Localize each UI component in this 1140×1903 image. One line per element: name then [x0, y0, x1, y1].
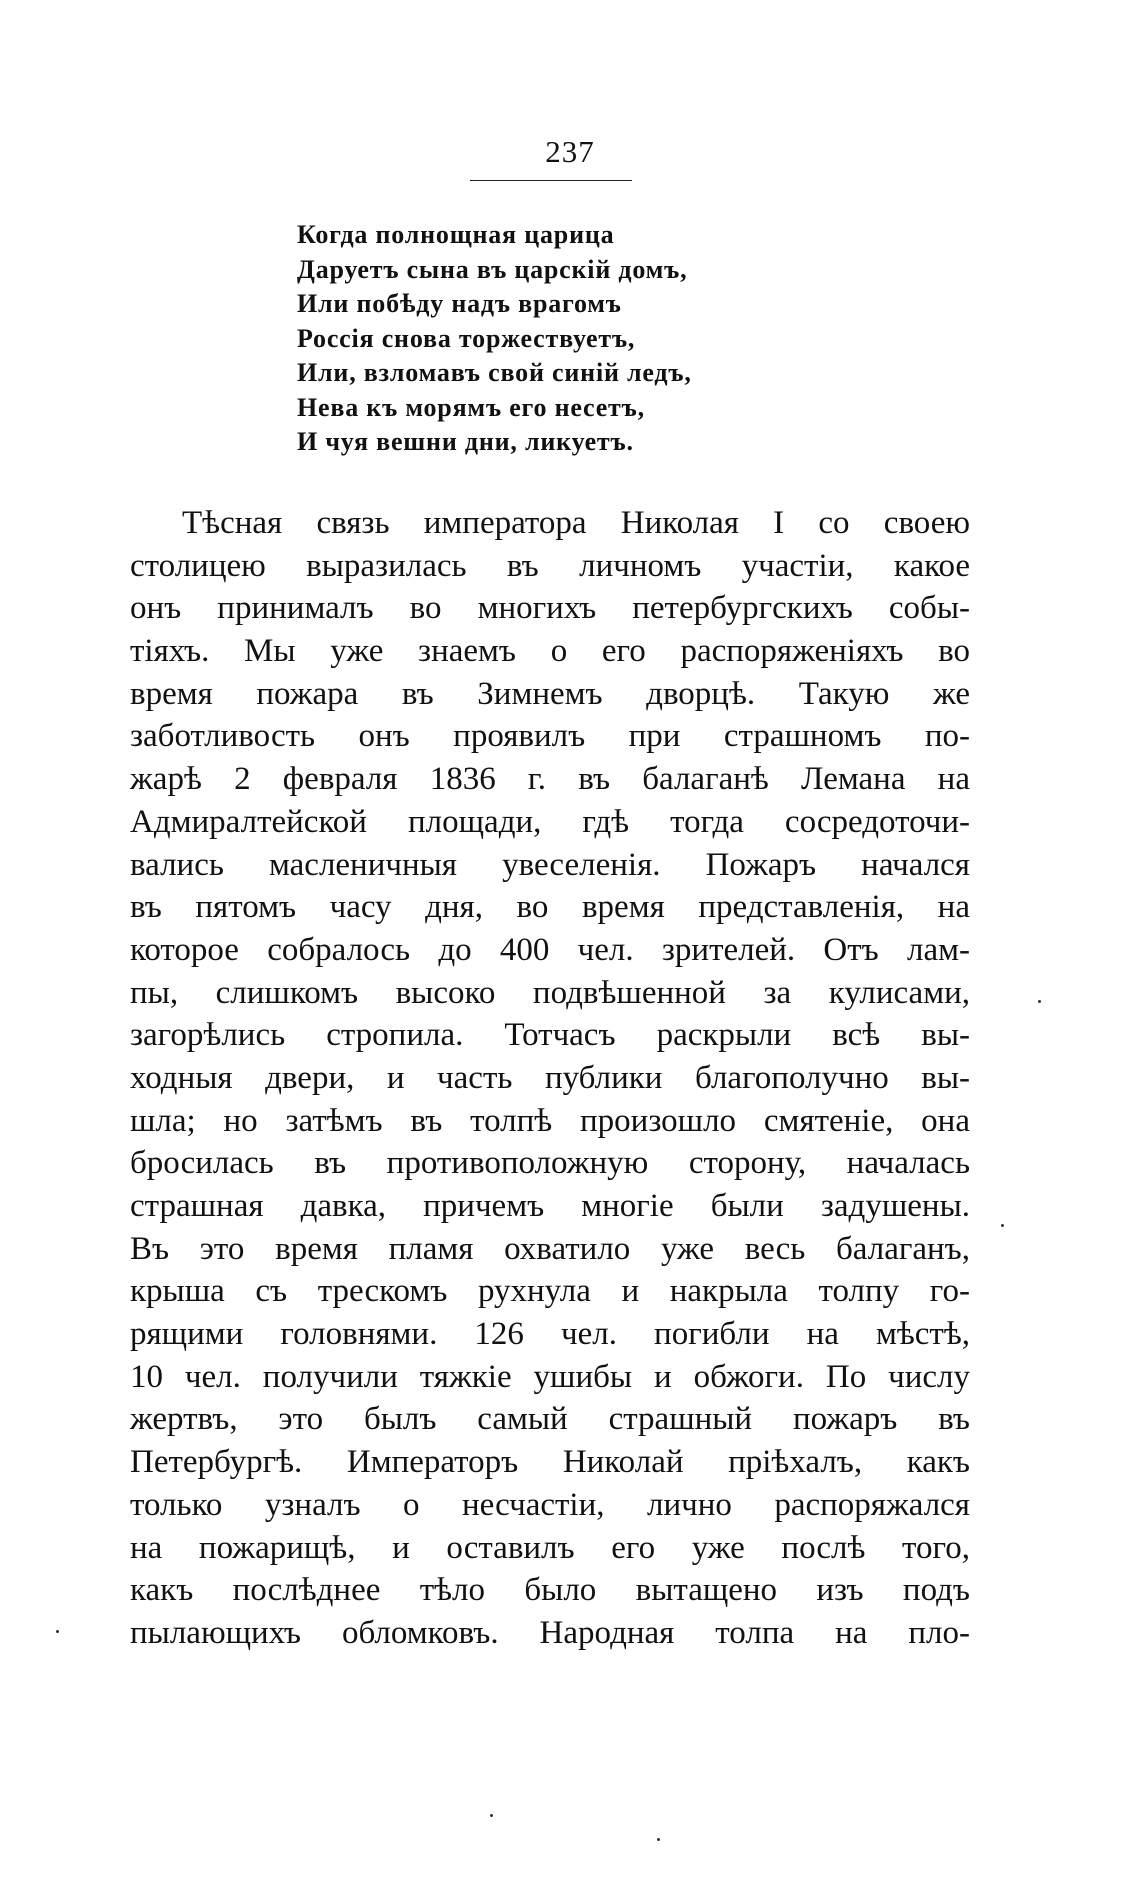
- verse-line: И чуя вешни дни, ликуетъ.: [297, 427, 634, 456]
- prose-line: онъ принималъ во многихъ петербургскихъ собы-: [130, 590, 970, 627]
- prose-line: загорѣлись стропила. Тотчасъ раскрыли всѣ вы-: [130, 1017, 970, 1054]
- verse-block: [297, 218, 897, 460]
- prose-line: бросилась въ противоположную сторону, началась: [130, 1145, 970, 1182]
- prose-line: 10 чел. получили тяжкіе ушибы и обжоги. По числу: [130, 1358, 970, 1395]
- verse-line: Даруетъ сына въ царскій домъ,: [297, 254, 688, 284]
- prose-line: которое собралось до 400 чел. зрителей. Отъ лам-: [130, 931, 970, 968]
- prose-line: вались масленичныя увеселенія. Пожаръ начался: [130, 846, 970, 883]
- scan-speck: [1001, 1224, 1004, 1227]
- verse-line: Или побѣду надъ врагомъ: [297, 289, 622, 318]
- prose-line: шла; но затѣмъ въ толпѣ произошло смятеніе, она: [130, 1102, 970, 1139]
- scan-speck: [56, 1630, 59, 1633]
- scan-speck: [657, 1838, 660, 1841]
- prose-line: Петербургѣ. Императоръ Николай пріѣхалъ, какъ: [130, 1444, 970, 1481]
- verse-line: Или, взломавъ свой синій ледъ,: [297, 358, 692, 387]
- scan-speck: [490, 1814, 493, 1817]
- prose-line: время пожара въ Зимнемъ дворцѣ. Такую же: [130, 675, 970, 712]
- prose-line: на пожарищѣ, и оставилъ его уже послѣ того,: [130, 1529, 970, 1566]
- prose-line: крыша съ трескомъ рухнула и накрыла толпу го-: [130, 1273, 970, 1310]
- prose-line: тіяхъ. Мы уже знаемъ о его распоряженіяхъ во: [130, 633, 970, 670]
- prose-line: пы, слишкомъ высоко подвѣшенной за кулисами,: [130, 974, 970, 1011]
- scan-speck: [1038, 1000, 1041, 1003]
- prose-line: страшная давка, причемъ многіе были задушены.: [130, 1188, 970, 1224]
- prose-line: Въ это время пламя охватило уже весь балаганъ,: [130, 1230, 970, 1267]
- prose-line: жертвъ, это былъ самый страшный пожаръ въ: [130, 1401, 970, 1438]
- prose-line: въ пятомъ часу дня, во время представленія, на: [130, 889, 970, 926]
- verse-line: Россія снова торжествуетъ,: [297, 323, 636, 353]
- header-rule: [470, 180, 632, 181]
- prose-line: жарѣ 2 февраля 1836 г. въ балаганѣ Лемана на: [130, 761, 970, 798]
- prose-line: ходныя двери, и часть публики благополучно вы-: [130, 1059, 970, 1096]
- prose-line: рящими головнями. 126 чел. погибли на мѣстѣ,: [130, 1316, 970, 1353]
- prose-line: Тѣсная связь императора Николая I со своею: [182, 505, 970, 541]
- page-number: 237: [545, 134, 595, 169]
- prose-line: заботливость онъ проявилъ при страшномъ по-: [130, 718, 970, 755]
- prose-line: столицею выразилась въ личномъ участіи, какое: [130, 547, 970, 584]
- verse-line: Нева къ морямъ его несетъ,: [297, 392, 645, 422]
- prose-line: пылающихъ обломковъ. Народная толпа на пло-: [130, 1614, 970, 1651]
- prose-line: какъ послѣднее тѣло было вытащено изъ подъ: [130, 1572, 970, 1609]
- prose-line: только узналъ о несчастіи, лично распоряжался: [130, 1486, 970, 1523]
- verse-line: Когда полнощная царица: [297, 220, 615, 249]
- prose-paragraph: [130, 502, 970, 1655]
- prose-line: Адмиралтейской площади, гдѣ тогда сосредоточи-: [130, 803, 970, 840]
